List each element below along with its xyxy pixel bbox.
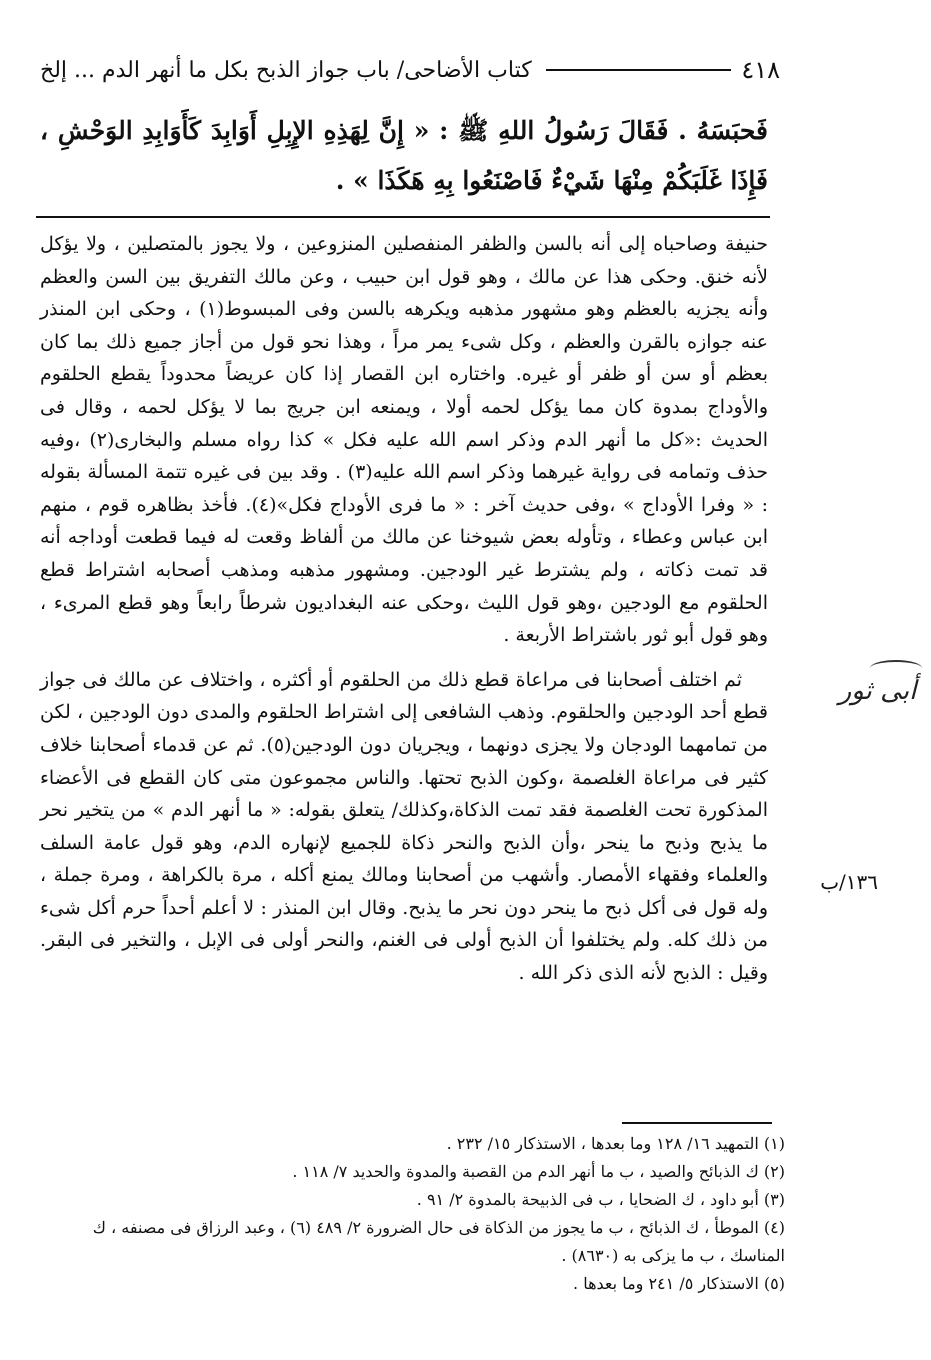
footnote: (٢) ك الذبائح والصيد ، ب ما أنهر الدم من القصبة والمدوة والحديد ٧/ ١١٨ . bbox=[292, 1162, 785, 1181]
footnote: (٣) أبو داود ، ك الضحايا ، ب فى الذبيحة بالمدوة ٢/ ٩١ . bbox=[416, 1190, 785, 1209]
separator-rule bbox=[36, 216, 770, 218]
running-header bbox=[40, 52, 780, 88]
handwritten-stroke bbox=[870, 660, 922, 676]
footnote: (٤) الموطأ ، ك الذبائح ، ب ما يجوز من الذكاة فى حال الضرورة ٢/ ٤٨٩ (٦) ، وعبد الرزاق فى مصنفه ، ك المناسك ، ب ما يزكى به (٨٦٣٠) . bbox=[92, 1218, 785, 1265]
hadith-text: فَحبَسَهُ . فَقَالَ رَسُولُ اللهِ ﷺ : « إِنَّ لِهَذِهِ الإِبِلِ أَوَابِدَ كَأَوَابِدِ الوَحْشِ ، فَإِذَا غَلَبَكُمْ مِنْهَا شَيْءٌ فَاصْنَعُوا بِهِ هَكَذَا » . bbox=[40, 116, 768, 195]
commentary-paragraph-1: حنيفة وصاحباه إلى أنه بالسن والظفر المنفصلين المنزوعين ، ولا يجوز بالمتصلين ، ولا يؤكل لأنه خنق. وحكى هذا عن مالك ، وهو قول ابن حبيب ، وعن مالك التفريق بين السن والعظم وأنه يجزيه بالعظم وهو مشهور مذهبه ويكرهه بالسن وفى المبسوط(١) ، وحكى ابن المنذر عنه جوازه بالقرن والعظم ، وكل شىء يمر مراً ، وهذا نحو قول من أجاز جميع ذلك بما كان بعظم أو سن أو ظفر أو غيره. واختاره ابن القصار إذا كان عريضاً محدوداً يقطع الحلقوم والأوداج بمدوة كان مما يؤكل لحمه أولا ، ويمنعه ابن جريج بما لا يؤكل لحمه ، وقال فى الحديث :«كل ما أنهر الدم وذكر اسم الله عليه فكل » كذا رواه مسلم والبخارى(٢) ،وفيه حذف وتمامه فى رواية غيرهما وذكر اسم الله عليه(٣) . وقد بين فى غيره تتمة المسألة بقوله : « وفرا الأوداج » ،وفى حديث آخر : « ما فرى الأوداج فكل»(٤). فأخذ بظاهره قوم ، منهم ابن عباس وعطاء ، وتأوله بعض شيوخنا عن مالك من ألفاظ وقعت له فيما قطعت أوداجه أنه قد تمت ذكاته ، ولم يشترط غير الودجين. ومشهور مذهبه ومذهب أصحابه اشتراط قطع الحلقوم مع الودجين ،وهو قول الليث ،وحكى عنه البغداديون شرطاً رابعاً وهو قطع المرىء ، وهو قول أبو ثور باشتراط الأربعة . bbox=[40, 233, 768, 647]
header-rule bbox=[546, 69, 732, 71]
footnote: (١) التمهيد ١٦/ ١٢٨ وما بعدها ، الاستذكار ١٥/ ٢٣٢ . bbox=[446, 1134, 785, 1153]
handwritten-margin-note bbox=[830, 660, 925, 720]
commentary-paragraph-2: ثم اختلف أصحابنا فى مراعاة قطع ذلك من الحلقوم أو أكثره ، واختلاف عن مالك فى جواز قطع أحد الودجين والحلقوم. وذهب الشافعى إلى اشتراط الحلقوم والمدى دون الودجين ، لكن من تمامهما الودجان ولا يجزى دونهما ، ويجريان دون الودجين(٥). ثم عن قدماء أصحابنا خلاف كثير فى مراعاة الغلصمة ،وكون الذبح تحتها. والناس مجموعون متى كان القطع فى الأعضاء المذكورة تحت الغلصمة فقد تمت الذكاة،وكذلك/ يتعلق بقوله: « ما أنهر الدم » من يتخير نحر ما يذبح وذبح ما ينحر ،وأن الذبح والنحر ذكاة للجميع لإنهاره الدم، وهو قول عامة السلف والعلماء وفقهاء الأمصار. وأشهب من أصحابنا ومالك يمنع أكله ، مرة بالكراهة ، ومرة جملة ، وله قول فى أكل ذبح ما ينحر دون نحر ما يذبح. وقال ابن المنذر : لا أعلم أحداً حرم أكل شىء من ذلك كله. ولم يختلفوا أن الذبح أولى فى الغنم، والنحر أولى فى الإبل ، والتخير فى البقر. وقيل : الذبح لأنه الذى ذكر الله . bbox=[40, 668, 768, 985]
page-number: ٤١٨ bbox=[741, 56, 780, 84]
footnote-rule bbox=[622, 1122, 772, 1124]
margin-note-text: أبى ثور bbox=[838, 676, 917, 706]
running-title: كتاب الأضاحى/ باب جواز الذبح بكل ما أنهر الدم ... إلخ bbox=[40, 57, 532, 83]
hadith-text-block bbox=[40, 106, 768, 206]
commentary-block bbox=[40, 228, 768, 990]
footnote: (٥) الاستذكار ٥/ ٢٤١ وما بعدها . bbox=[573, 1274, 785, 1293]
manuscript-folio-marker: ١٣٦/ب bbox=[820, 870, 878, 894]
footnotes bbox=[40, 1130, 785, 1298]
